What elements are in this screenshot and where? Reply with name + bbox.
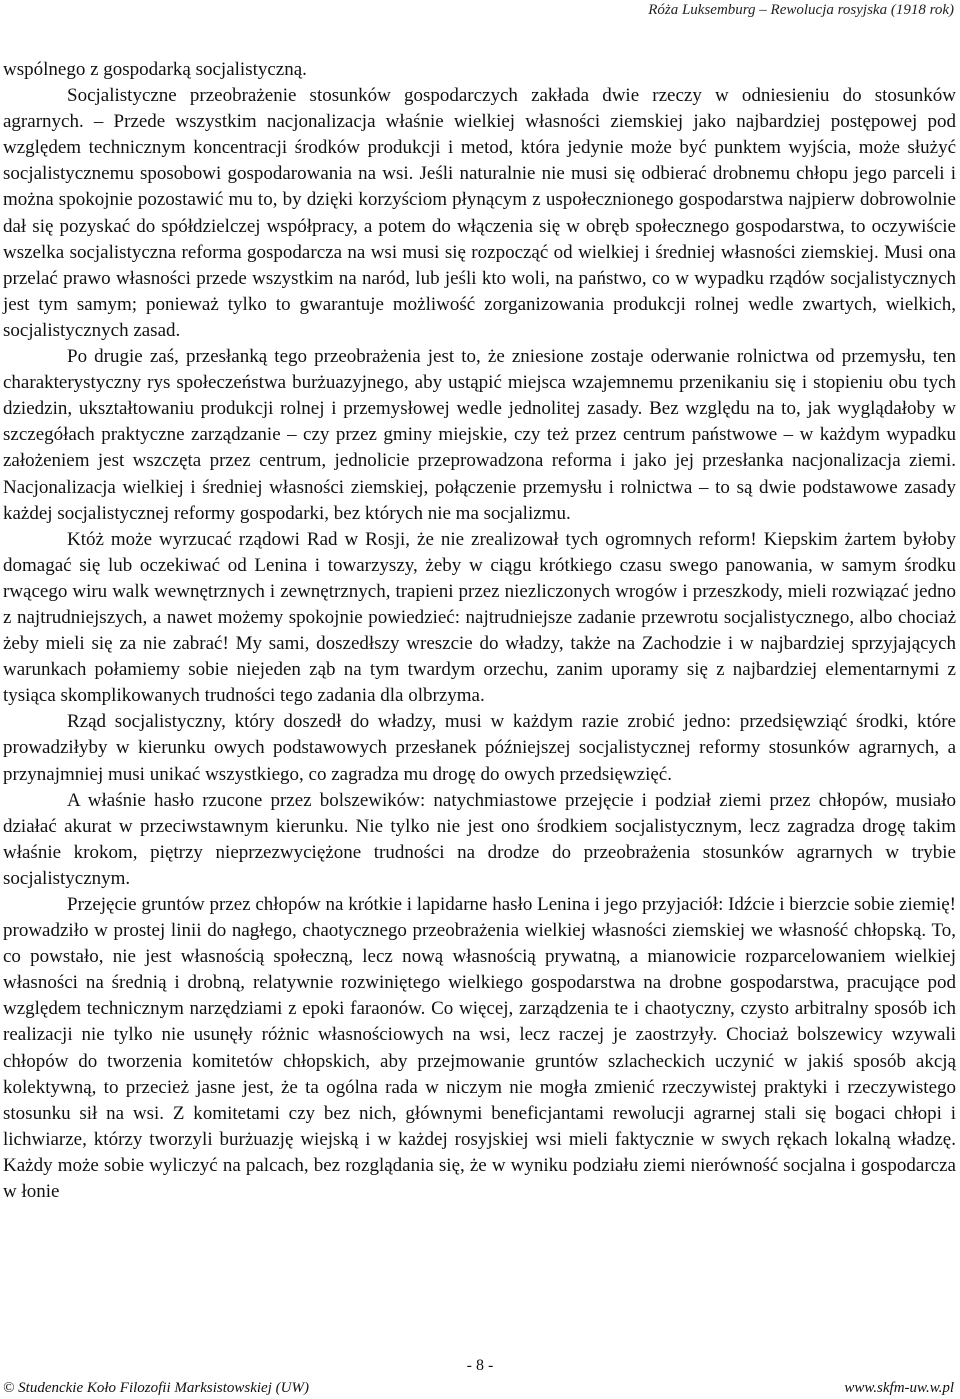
page-number: - 8 - bbox=[466, 1357, 494, 1374]
paragraph: Socjalistyczne przeobrażenie stosunków gospodarczych zakłada dwie rzeczy w odniesieniu do stosunków agrarnych. – Przede wszystkim nacjonalizacja właśnie wielkiej własności ziemskiej jako najbardziej postępowej pod względem technicznym koncentracji środków produkcji i metod, która jedynie może być punktem wyjścia, może służyć socjalistycznemu sposobowi gospodarowania na wsi. Jeśli naturalnie nie musi się odbierać drobnemu chłopu jego parceli i można spokojnie pozostawić mu to, by dzięki korzyściom płynącym z uspołecznionego gospodarstwa najpierw dobrowolnie dał się pozyskać do spółdzielczej współpracy, a potem do włączenia się w obręb społecznego gospodarstwa, to oczywiście wszelka socjalistyczna reforma gospodarcza na wsi musi się rozpocząć od wielkiej i średniej własności ziemskiej. Musi ona przelać prawo własności przede wszystkim na naród, lub jeśli kto woli, na państwo, co w wypadku rządów socjalistycznych jest tym samym; ponieważ tylko to gwarantuje możliwość zorganizowania produkcji rolnej wedle zwartych, wielkich, socjalistycznych zasad. bbox=[3, 85, 956, 341]
document-body bbox=[3, 57, 956, 1205]
footer-website-link[interactable]: www.skfm-uw.w.pl bbox=[844, 1380, 954, 1396]
paragraph-continuation: wspólnego z gospodarką socjalistyczną. bbox=[3, 59, 307, 80]
footer-copyright: © Studenckie Koło Filozofii Marksistowskiej (UW) bbox=[3, 1380, 309, 1396]
paragraph: Przejęcie gruntów przez chłopów na krótkie i lapidarne hasło Lenina i jego przyjaciół: Idźcie i bierzcie sobie ziemię! prowadziło w prostej linii do nagłego, chaotycznego przeobrażenia wielkiej własności ziemskiej we własność chłopską. To, co powstało, nie jest własnością społeczną, lecz nową własnością prywatną, a mianowicie rozparcelowaniem wielkiej własności na średnią i drobną, relatywnie rozwiniętego wielkiego gospodarstwa na drobne gospodarstwa, pracujące pod względem technicznym narzędziami z epoki faraonów. Co więcej, zarządzenia te i chaotyczny, czysto arbitralny sposób ich realizacji nie tylko nie usunęły różnic własnościowych na wsi, lecz raczej je zaostrzyły. Chociaż bolszewicy wzywali chłopów do tworzenia komitetów chłopskich, aby przejmowanie gruntów szlacheckich uczynić w jakiś sposób akcją kolektywną, to przecież jasne jest, że ta ogólna rada w niczym nie mogła zmienić rzeczywistej praktyki i rzeczywistego stosunku sił na wsi. Z komitetami czy bez nich, głównymi beneficjantami rewolucji agrarnej stali się bogaci chłopi i lichwiarze, którzy tworzyli burżuazję wiejską i w każdej rosyjskiej wsi mieli faktycznie w swych rękach lokalną władzę. Każdy może sobie wyliczyć na palcach, bez rozglądania się, że w wyniku podziału ziemi nierówność socjalna i gospodarcza w łonie bbox=[3, 894, 956, 1203]
paragraph: A właśnie hasło rzucone przez bolszewików: natychmiastowe przejęcie i podział ziemi przez chłopów, musiało działać akurat w przeciwstawnym kierunku. Nie tylko nie jest ono środkiem socjalistycznym, lecz zagradza drogę takim właśnie krokom, piętrzy nieprzezwyciężone trudności na drodze do przeobrażenia stosunków agrarnych w trybie socjalistycznym. bbox=[3, 789, 956, 889]
paragraph: Po drugie zaś, przesłanką tego przeobrażenia jest to, że zniesione zostaje oderwanie rolnictwa od przemysłu, ten charakterystyczny rys społeczeństwa burżuazyjnego, aby ustąpić miejsca wzajemnemu przenikaniu się i stopieniu obu tych dziedzin, ukształtowaniu produkcji rolnej i przemysłowej wedle jednolitej zasady. Bez względu na to, jak wyglądałoby w szczegółach praktyczne zarządzanie – czy przez gminy miejskie, czy też przez centrum państwowe – w każdym wypadku założeniem jest wszczęta przez centrum, jednolicie przeprowadzona reforma i jako jej przesłanka nacjonalizacja ziemi. Nacjonalizacja wielkiej i średniej własności ziemskiej, połączenie przemysłu i rolnictwa – to są dwie podstawowe zasady każdej socjalistycznej reformy gospodarki, bez których nie ma socjalizmu. bbox=[3, 346, 956, 524]
paragraph: Któż może wyrzucać rządowi Rad w Rosji, że nie zrealizował tych ogromnych reform! Kiepskim żartem byłoby domagać się lub oczekiwać od Lenina i towarzyszy, żeby w ciągu krótkiego czasu swego panowania, w samym środku rwącego wiru walk wewnętrznych i zewnętrznych, trapieni przez niezliczonych wrogów i przeszkody, mieli rozwiązać jedno z najtrudniejszych, a nawet możemy spokojnie powiedzieć: najtrudniejsze zadanie przewrotu socjalistycznego, albo chociaż żeby mieli się za nie zabrać! My sami, doszedłszy wreszcie do władzy, także na Zachodzie i w najbardziej sprzyjających warunkach połamiemy sobie niejeden ząb na tym twardym orzechu, zanim uporamy się z najbardziej elementarnymi z tysiąca skomplikowanych trudności tego zadania dla olbrzyma. bbox=[3, 528, 956, 707]
running-header-title: Róża Luksemburg – Rewolucja rosyjska (1918 rok) bbox=[648, 2, 954, 18]
paragraph: Rząd socjalistyczny, który doszedł do władzy, musi w każdym razie zrobić jedno: przedsięwziąć środki, które prowadziłyby w kierunku owych podstawowych przesłanek późniejszej socjalistycznej reformy stosunków agrarnych, a przynajmniej musi unikać wszystkiego, co zagradza mu drogę do owych przedsięwzięć. bbox=[3, 711, 956, 785]
